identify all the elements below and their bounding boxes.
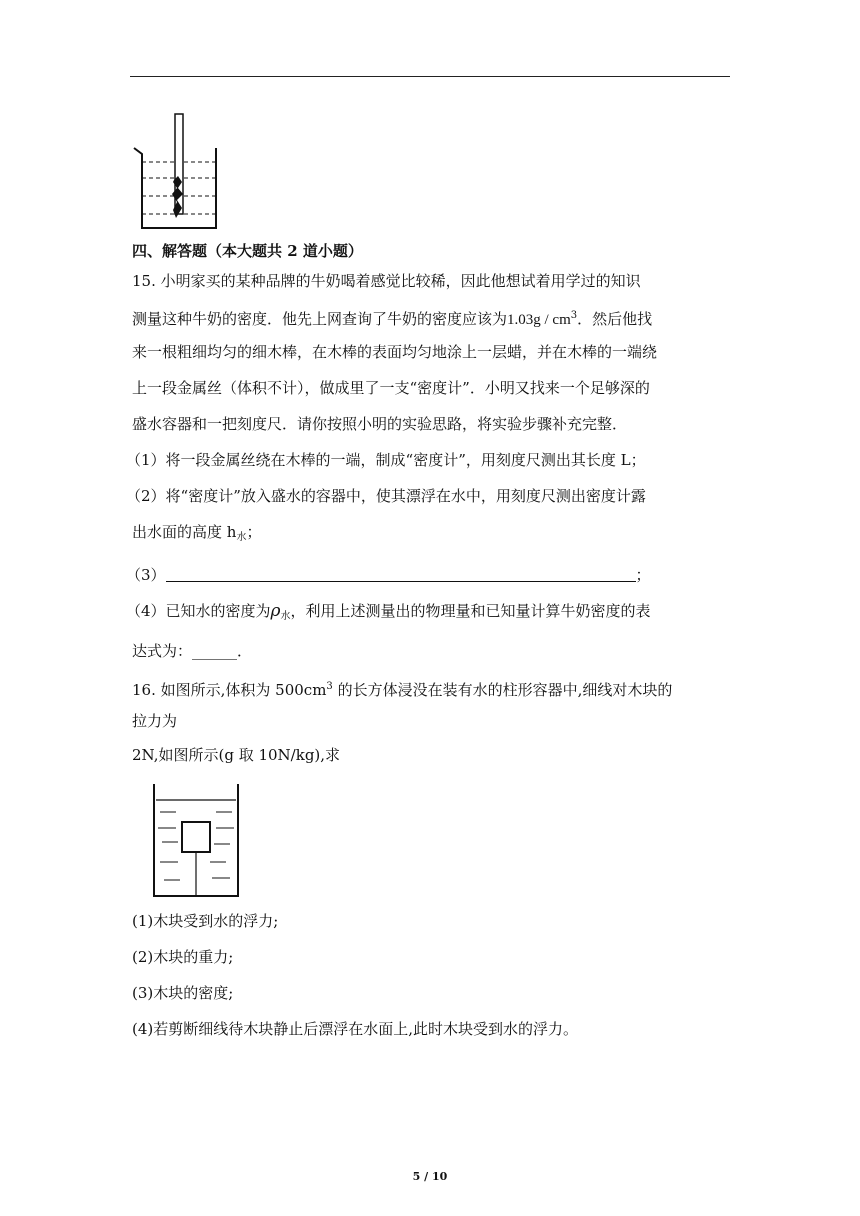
section-heading: 四、解答题（本大题共 2 道小题） [132, 242, 363, 260]
q16-sub1: (1)木块受到水的浮力; [132, 912, 279, 930]
q15-line2: 测量这种牛奶的密度．他先上网查询了牛奶的密度应该为$1.03g / cm^3$．然后他找 [132, 310, 653, 328]
q15-line4: 上一段金属丝（体积不计），做成里了一支“密度计”．小明又找来一个足够深的 [132, 379, 650, 397]
beaker-density-meter-figure [128, 110, 228, 232]
q15-line3: 来一根粗细均匀的细木棒，在木棒的表面均匀地涂上一层蜡，并在木棒的一端绕 [132, 343, 658, 361]
q15-step3: （3） ； [126, 566, 651, 584]
q15-line5: 盛水容器和一把刻度尺．请你按照小明的实验思路，将实验步骤补充完整． [132, 415, 628, 433]
header-rule [130, 76, 730, 77]
q16-sub4: (4)若剪断细线待木块静止后漂浮在水面上,此时木块受到水的浮力。 [132, 1020, 579, 1038]
q16-line2: 拉力为 [132, 712, 178, 730]
answer-blank-step3[interactable] [166, 567, 636, 582]
q15-step1: （1）将一段金属丝绕在木棒的一端，制成“密度计”，用刻度尺测出其长度 L； [126, 451, 646, 469]
q15-step2b: 出水面的高度 $h_水$； [132, 523, 262, 543]
q16-line3: 2N,如图所示(g 取 10N/kg),求 [132, 746, 341, 764]
q15-step2a: （2）将“密度计”放入盛水的容器中，使其漂浮在水中，用刻度尺测出密度计露 [126, 487, 646, 505]
page-number: 5 / 10 [412, 1170, 448, 1183]
answer-blank-step4[interactable]: ______ [192, 642, 238, 660]
q16-sub2: (2)木块的重力; [132, 948, 234, 966]
q16-sub3: (3)木块的密度; [132, 984, 234, 1002]
q15-step4b: 达式为：______． [132, 642, 253, 660]
container-block-figure [150, 782, 242, 900]
q15-step4a: （4）已知水的密度为$\rho_水$，利用上述测量出的物理量和已知量计算牛奶密度的表 [126, 601, 651, 622]
q15-line1: 15. 小明家买的某种品牌的牛奶喝着感觉比较稀，因此他想试着用学过的知识 [132, 272, 641, 290]
q16-line1: 16. 如图所示,体积为 $500cm^3$ 的长方体浸没在装有水的柱形容器中,细线对木块的 [132, 681, 673, 699]
